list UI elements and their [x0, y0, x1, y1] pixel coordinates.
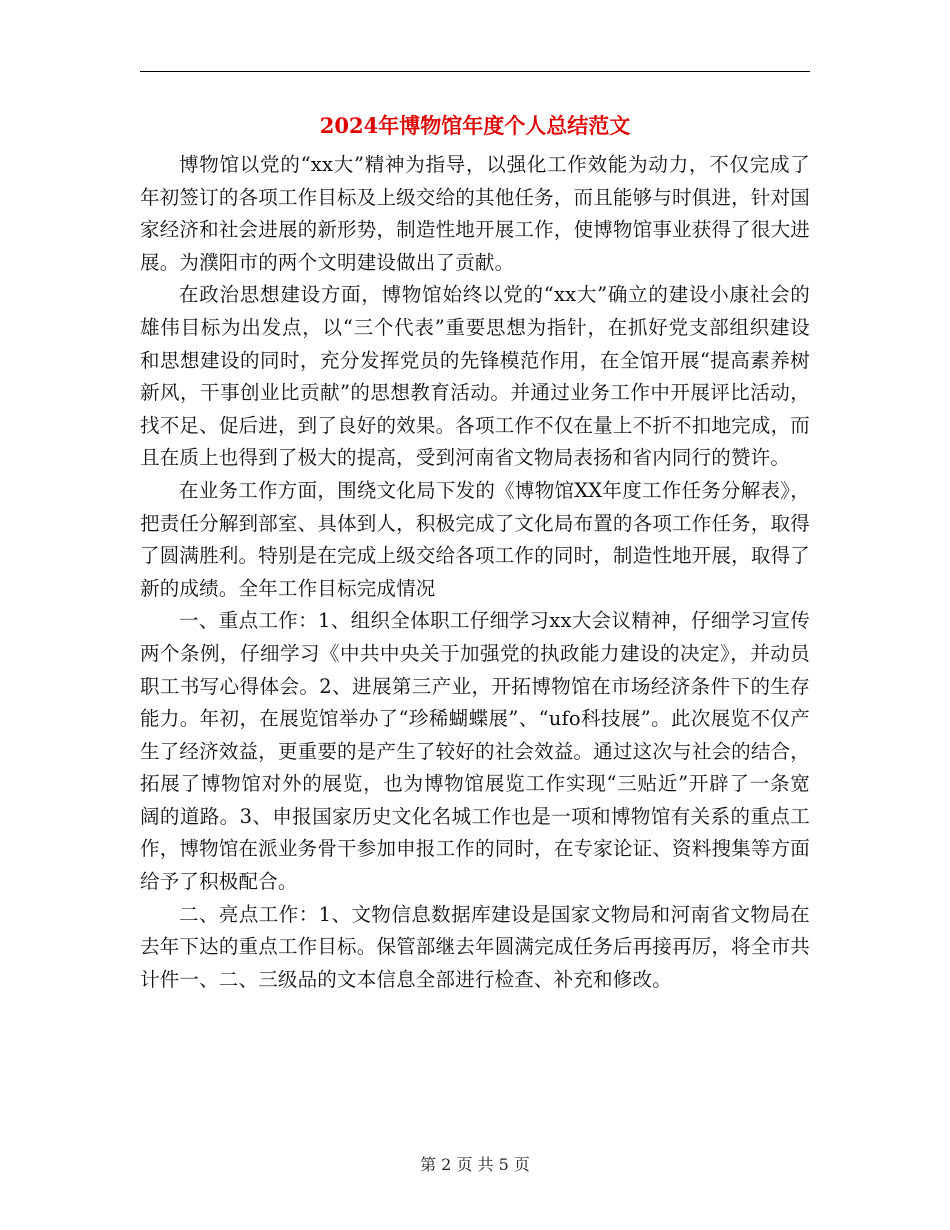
- page-indicator: 第 2 页 共 5 页: [420, 1155, 530, 1174]
- paragraph-political: 在政治思想建设方面，博物馆始终以党的“xx大”确立的建设小康社会的雄伟目标为出发点，以“三个代表”重要思想为指针，在抓好党支部组织建设和思想建设的同时，充分发挥党员的先锋模范作用，在全馆开展“提高素养树新风，干事创业比贡献”的思想教育活动。并通过业务工作中开展评比活动，找不足、促后进，到了良好的效果。各项工作不仅在量上不折不扣地完成，而且在质上也得到了极大的提高，受到河南省文物局表扬和省内同行的赞许。: [140, 283, 810, 470]
- document-body: [140, 149, 810, 996]
- paragraph-key-work: 一、重点工作：1、组织全体职工仔细学习xx大会议精神，仔细学习宣传两个条例，仔细学习《中共中央关于加强党的执政能力建设的决定》，并动员职工书写心得体会。2、进展第三产业，开拓博物馆在市场经济条件下的生存能力。年初，在展览馆举办了“珍稀蝴蝶展”、“ufo科技展”。此次展览不仅产生了经济效益，更重要的是产生了较好的社会效益。通过这次与社会的结合，拓展了博物馆对外的展览，也为博物馆展览工作实现“三贴近”开辟了一条宽阔的道路。3、申报国家历史文化名城工作也是一项和博物馆有关系的重点工作，博物馆在派业务骨干参加申报工作的同时，在专家论证、资料搜集等方面给予了积极配合。: [140, 609, 810, 894]
- document-title: 2024年博物馆年度个人总结范文: [319, 113, 631, 138]
- paragraph-business: 在业务工作方面，围绕文化局下发的《博物馆XX年度工作任务分解表》，把责任分解到部室、具体到人，积极完成了文化局布置的各项工作任务，取得了圆满胜利。特别是在完成上级交给各项工作的同时，制造性地开展，取得了新的成绩。全年工作目标完成情况: [140, 478, 810, 600]
- paragraph-intro: 博物馆以党的“xx大”精神为指导，以强化工作效能为动力，不仅完成了年初签订的各项工作目标及上级交给的其他任务，而且能够与时俱进，针对国家经济和社会进展的新形势，制造性地开展工作，使博物馆事业获得了很大进展。为濮阳市的两个文明建设做出了贡献。: [140, 153, 810, 274]
- header-rule: [140, 71, 810, 72]
- paragraph-highlight-work: 二、亮点工作：1、文物信息数据库建设是国家文物局和河南省文物局在去年下达的重点工作目标。保管部继去年圆满完成任务后再接再厉，将全市共计件一、二、三级品的文本信息全部进行检查、补充和修改。: [140, 902, 810, 991]
